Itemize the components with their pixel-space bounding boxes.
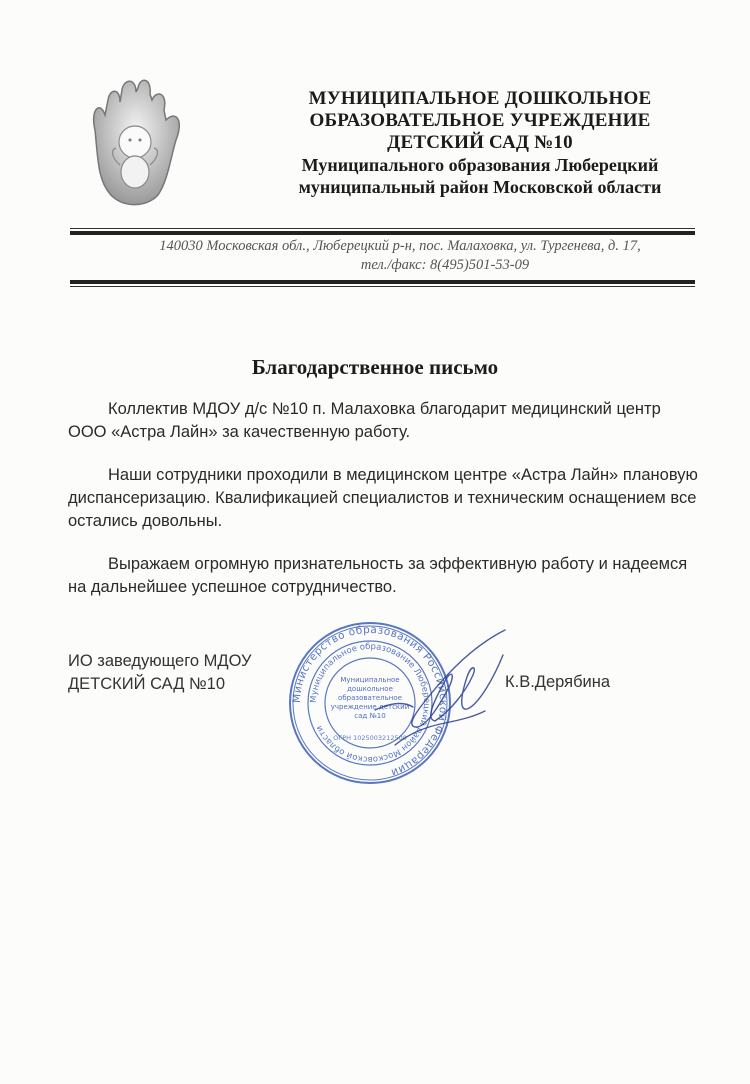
address-line: 140030 Московская обл., Люберецкий р-н, пос. Малаховка, ул. Тургенева, д. 17, xyxy=(159,238,641,254)
paragraph: Коллектив МДОУ д/с №10 п. Малаховка благодарит медицинский центр ООО «Астра Лайн» за качественную работу. xyxy=(68,400,661,441)
header-line-4: Муниципального образования Люберецкий xyxy=(301,155,659,175)
signatory-name: К.В.Дерябина xyxy=(505,673,611,691)
handwritten-signature xyxy=(355,615,525,775)
stamp-inner-text: Муниципальное образование Люберецкий район Московской области xyxy=(308,641,432,765)
letter-title: Благодарственное письмо xyxy=(251,355,499,379)
header-rule-bottom xyxy=(70,280,695,287)
address-block xyxy=(100,237,700,275)
stamp-outer-text: Министерство образования Российской Федерации xyxy=(290,623,450,779)
header-line-3: ДЕТСКИЙ САД №10 xyxy=(387,132,573,153)
position-line-1: ИО заведующего МДОУ xyxy=(68,652,252,670)
letter-body xyxy=(68,398,700,619)
header-rule-top xyxy=(70,228,695,235)
header-line-1: МУНИЦИПАЛЬНОЕ ДОШКОЛЬНОЕ xyxy=(308,88,652,109)
organization-header xyxy=(250,88,710,198)
kindergarten-logo xyxy=(80,70,190,210)
header-line-5: муниципальный район Московской области xyxy=(298,177,662,197)
paragraph: Выражаем огромную признательность за эффективную работу и надеемся на дальнейшее успешное сотрудничество. xyxy=(68,555,688,596)
header-line-2: ОБРАЗОВАТЕЛЬНОЕ УЧРЕЖДЕНИЕ xyxy=(309,110,651,131)
stamp-center-text: Муниципальное дошкольное образовательное учреждение детский сад №10 xyxy=(330,676,410,720)
paragraph: Наши сотрудники проходили в медицинском центре «Астра Лайн» плановую диспансеризацию. Квалификацией специалистов и техническим оснащением все остались довольны. xyxy=(68,466,698,530)
stamp-ogrn-text: ОГРН 1025003212500 xyxy=(333,734,407,742)
position-line-2: ДЕТСКИЙ САД №10 xyxy=(68,675,226,693)
phone-line: тел./факс: 8(495)501-53-09 xyxy=(360,257,530,273)
signatory-position xyxy=(68,650,252,696)
